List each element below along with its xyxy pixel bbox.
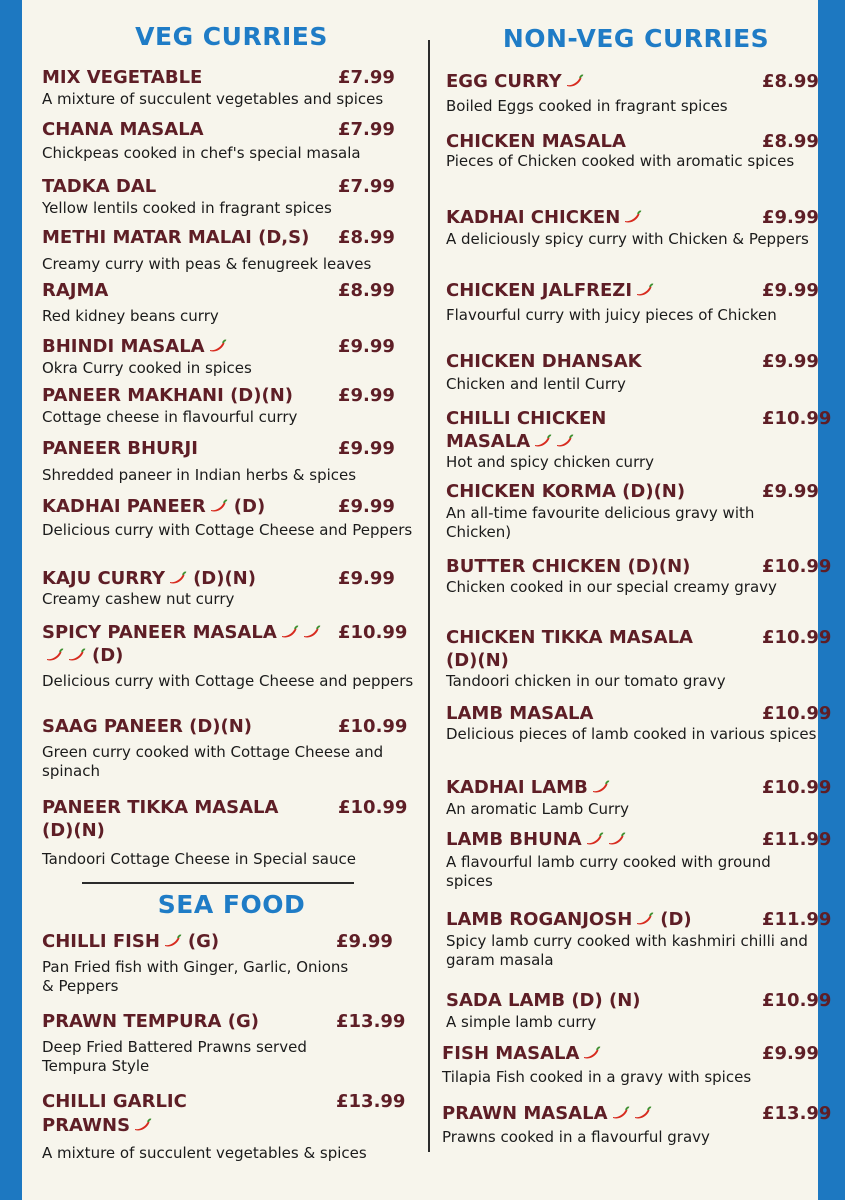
item-name-text: SAAG PANEER (D)(N) [42,716,253,737]
menu-page [22,0,832,1200]
item-name [446,480,685,503]
item-name [42,437,198,460]
chili-pepper-icon [622,210,642,224]
item-description: Spicy lamb curry cooked with kashmiri chilli and garam masala [446,932,808,969]
item-price: £13.99 [762,1103,832,1124]
chili-pepper-icon [279,625,299,639]
item-name [42,567,256,590]
item-name-text: MIX VEGETABLE [42,67,203,88]
item-name [442,1102,652,1125]
chili-pepper-icon [44,648,64,662]
item-price: £9.99 [762,351,819,372]
chili-pepper-icon [634,912,654,926]
item-description: A mixture of succulent vegetables and spices [42,90,384,108]
item-price: £9.99 [762,1043,819,1064]
item-name-text: PANEER TIKKA MASALA [42,797,279,818]
item-description: Red kidney beans curry [42,307,219,325]
item-name [446,989,641,1012]
item-price: £10.99 [762,627,832,648]
item-name-text: TADKA DAL [42,176,157,197]
item-name-text: MASALA [446,431,531,452]
item-name [446,626,693,649]
chili-pepper-icon [590,780,610,794]
item-name-text: CHILLI FISH [42,931,160,952]
item-name [446,130,626,153]
item-price: £10.99 [762,408,832,429]
chili-pepper-icon [606,832,626,846]
non-veg-curries-heading: NON-VEG CURRIES [502,24,770,53]
item-price: £10.99 [762,777,832,798]
item-price: £9.99 [762,481,819,502]
item-name-text: SPICY PANEER MASALA [42,622,277,643]
item-price: £10.99 [338,716,408,737]
item-name [42,495,265,518]
item-name-text: KADHAI LAMB [446,777,588,798]
item-price: £13.99 [336,1091,406,1112]
item-name-text: LAMB MASALA [446,703,594,724]
item-description: Chicken cooked in our special creamy gravy [446,578,777,596]
item-price: £7.99 [338,67,395,88]
item-name [446,828,626,851]
chili-pepper-icon [554,434,574,448]
item-name-text: PRAWNS [42,1115,131,1136]
item-name-text: LAMB BHUNA [446,829,582,850]
item-name [42,930,219,953]
item-name [42,715,252,738]
item-name [446,407,606,430]
item-price: £8.99 [338,280,395,301]
item-price: £8.99 [338,227,395,248]
item-description: A simple lamb curry [446,1013,597,1031]
chili-pepper-icon [610,1106,630,1120]
item-price: £11.99 [762,829,832,850]
sea-food-heading: SEA FOOD [157,890,306,919]
item-name [42,66,202,89]
item-price: £9.99 [762,280,819,301]
item-price: £8.99 [762,131,819,152]
item-price: £9.99 [338,336,395,357]
item-price: £10.99 [762,990,832,1011]
item-name-line2 [446,649,509,672]
item-name [42,175,156,198]
item-description: An all-time favourite delicious gravy with Chicken) [446,504,755,541]
item-name [446,350,642,373]
item-name [42,1010,259,1033]
item-description: Delicious curry with Cottage Cheese and peppers [42,672,414,690]
item-name-text: CHICKEN MASALA [446,131,626,152]
item-description: Tandoori chicken in our tomato gravy [446,672,726,690]
item-price: £10.99 [762,556,832,577]
item-description: Hot and spicy chicken curry [446,453,655,471]
item-name-text: SADA LAMB (D) (N) [446,990,641,1011]
item-description: Boiled Eggs cooked in fragrant spices [446,97,728,115]
item-price: £10.99 [338,622,408,643]
item-price: £7.99 [338,176,395,197]
item-name-text: CHICKEN TIKKA MASALA [446,627,693,648]
item-description: Yellow lentils cooked in fragrant spices [42,199,332,217]
item-name-line2 [42,644,123,667]
item-name-text: KAJU CURRY [42,568,166,589]
item-price: £9.99 [338,385,395,406]
item-name [42,1090,187,1113]
item-name-text: BUTTER CHICKEN (D)(N) [446,556,691,577]
item-name-text: CHILLI CHICKEN [446,408,607,429]
item-description: Tandoori Cottage Cheese in Special sauce [42,850,356,868]
item-description: Delicious curry with Cottage Cheese and Peppers [42,521,413,539]
item-name-text: PANEER BHURJI [42,438,198,459]
item-name [42,226,309,249]
item-price: £9.99 [336,931,393,952]
item-name [446,908,692,931]
item-name-text: PRAWN TEMPURA (G) [42,1011,259,1032]
item-name [42,335,227,358]
item-name [42,384,293,407]
item-name-text: CHICKEN JALFREZI [446,280,633,301]
chili-pepper-icon [207,339,227,353]
item-name [42,796,278,819]
item-name-text: PRAWN MASALA [442,1103,608,1124]
item-description: Delicious pieces of lamb cooked in various spices [446,725,817,743]
item-name [446,555,690,578]
item-description: Pan Fried fish with Ginger, Garlic, Onions & Peppers [42,958,349,995]
item-name-text: CHILLI GARLIC [42,1091,187,1112]
item-name-text: CHICKEN KORMA (D)(N) [446,481,686,502]
item-name-line2 [42,819,105,842]
item-description: Creamy cashew nut curry [42,590,235,608]
item-price: £9.99 [762,207,819,228]
item-name-text: (D)(N) [446,650,509,671]
chili-pepper-icon [532,434,552,448]
chili-pepper-icon [301,625,321,639]
item-name [42,279,108,302]
item-name-text: PANEER MAKHANI (D)(N) [42,385,293,406]
item-name-text: BHINDI MASALA [42,336,205,357]
chili-pepper-icon [632,1106,652,1120]
chili-pepper-icon [66,648,86,662]
item-diet-tag: (G) [187,931,220,952]
item-name [446,702,593,725]
item-description: A flavourful lamb curry cooked with ground spices [446,853,771,890]
item-diet-tag: (D) [92,645,124,666]
item-name [446,206,642,229]
item-price: £9.99 [338,568,395,589]
item-name-text: EGG CURRY [446,71,562,92]
item-price: £10.99 [338,797,408,818]
chili-pepper-icon [167,571,187,585]
chili-pepper-icon [208,499,228,513]
item-name-line2 [42,1114,152,1137]
item-description: Green curry cooked with Cottage Cheese and spinach [42,743,384,780]
item-description: Flavourful curry with juicy pieces of Chicken [446,306,777,324]
item-name [442,1042,601,1065]
item-name-text: KADHAI PANEER [42,496,206,517]
item-description: An aromatic Lamb Curry [446,800,629,818]
item-description: Prawns cooked in a flavourful gravy [442,1128,710,1146]
item-description: Shredded paneer in Indian herbs & spices [42,466,357,484]
item-price: £13.99 [336,1011,406,1032]
section-divider [82,882,354,884]
item-name [446,776,610,799]
chili-pepper-icon [564,74,584,88]
chili-pepper-icon [581,1046,601,1060]
column-divider [428,40,430,1152]
item-price: £8.99 [762,71,819,92]
item-name [42,621,321,644]
item-name-text: CHANA MASALA [42,119,204,140]
item-price: £9.99 [338,438,395,459]
item-name-text: CHICKEN DHANSAK [446,351,642,372]
item-description: Okra Curry cooked in spices [42,359,252,377]
chili-pepper-icon [132,1118,152,1132]
item-description: Cottage cheese in flavourful curry [42,408,298,426]
item-description: Tilapia Fish cooked in a gravy with spices [442,1068,752,1086]
item-price: £10.99 [762,703,832,724]
item-description: Creamy curry with peas & fenugreek leaves [42,255,372,273]
item-name-text: (D)(N) [42,820,105,841]
item-name [446,70,584,93]
item-name-text: RAJMA [42,280,109,301]
item-description: Chickpeas cooked in chef's special masala [42,144,361,162]
item-diet-tag: (D) [660,909,692,930]
veg-curries-heading: VEG CURRIES [135,22,328,51]
item-name-text: KADHAI CHICKEN [446,207,621,228]
item-name-line2 [446,430,574,453]
item-description: A mixture of succulent vegetables & spices [42,1144,367,1162]
chili-pepper-icon [162,934,182,948]
item-description: Chicken and lentil Curry [446,375,626,393]
chili-pepper-icon [634,283,654,297]
item-name-text: FISH MASALA [442,1043,580,1064]
item-description: Pieces of Chicken cooked with aromatic spices [446,152,795,170]
item-name-text: METHI MATAR MALAI (D,S) [42,227,310,248]
item-price: £11.99 [762,909,832,930]
item-name-text: LAMB ROGANJOSH [446,909,633,930]
item-description: Deep Fried Battered Prawns served Tempura Style [42,1038,307,1075]
item-description: A deliciously spicy curry with Chicken & Peppers [446,230,809,248]
item-price: £9.99 [338,496,395,517]
item-diet-tag: (D)(N) [193,568,256,589]
item-name [446,279,654,302]
item-name [42,118,204,141]
item-diet-tag: (D) [233,496,266,517]
chili-pepper-icon [584,832,604,846]
item-price: £7.99 [338,119,395,140]
